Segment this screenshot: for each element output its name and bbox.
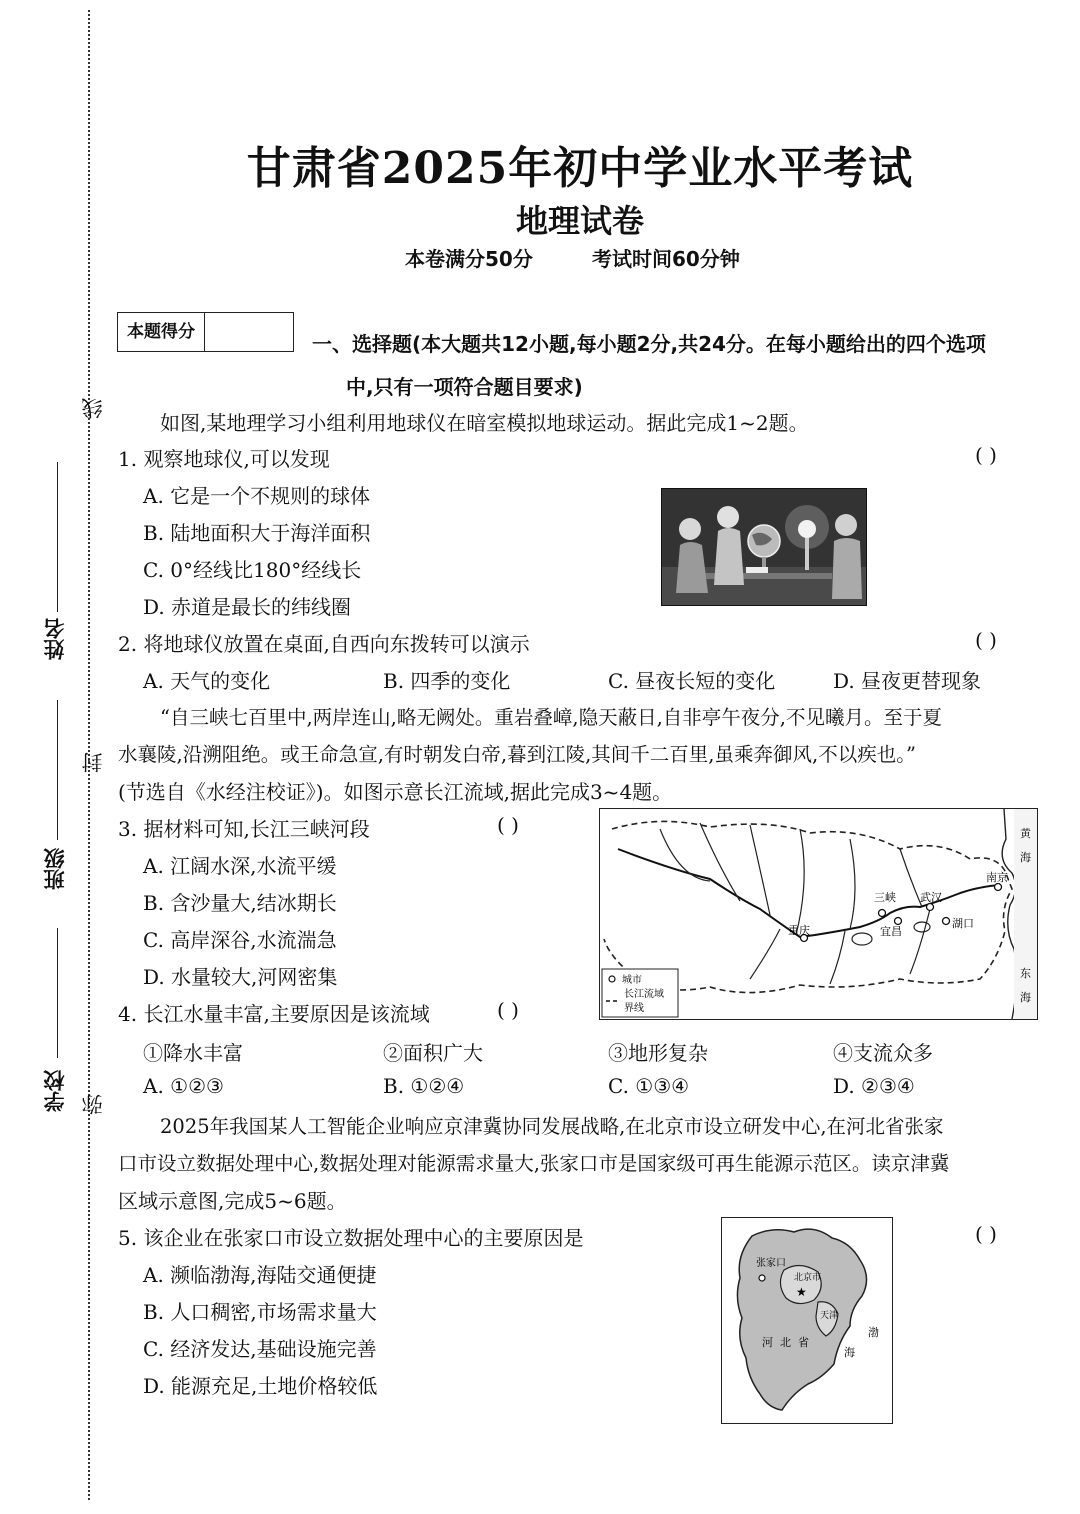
name-label: 姓名 [43,618,67,660]
q1-stem: 1. 观察地球仪,可以发现 [118,447,330,471]
full-score: 本卷满分50分 [405,247,533,271]
map-label-bo: 渤 [868,1327,879,1339]
q4-stem: 4. 长江水量丰富,主要原因是该流域 [118,1002,430,1026]
class-label: 班级 [43,848,67,890]
group3-passage-line2: 口市设立数据处理中心,数据处理对能源需求量大,张家口市是国家级可再生能源示范区。读京津冀 [118,1152,950,1175]
q4-answer-paren[interactable]: ( ) [497,998,519,1022]
map-label-tianjin: 天津 [820,1310,839,1320]
q3-option-c[interactable]: C. 高岸深谷,水流湍急 [143,928,337,952]
school-label: 学校 [43,1070,67,1112]
q2-option-a[interactable]: A. 天气的变化 [143,669,271,693]
map-label-sheng: 省 [798,1337,809,1349]
q2-option-d[interactable]: D. 昼夜更替现象 [833,669,982,693]
q4-option-a[interactable]: A. ①②③ [143,1074,224,1098]
q4-item-2: ②面积广大 [383,1041,483,1065]
q3-option-d[interactable]: D. 水量较大,河网密集 [143,965,338,989]
class-blank-line[interactable] [57,700,58,840]
map-sea-huang-hai: 海 [1020,852,1031,864]
map-city-hukou: 湖口 [952,918,974,930]
score-box-field[interactable] [206,313,293,351]
margin-char-xian: 线 [81,398,105,419]
map-star-icon: ★ [796,1285,807,1299]
group3-passage-line1: 2025年我国某人工智能企业响应京津冀协同发展战略,在北京市设立研发中心,在河北省张家 [160,1115,944,1138]
map-label-hai: 海 [844,1347,855,1359]
q5-option-c[interactable]: C. 经济发达,基础设施完善 [143,1337,377,1361]
map-legend-city: 城市 [622,975,642,986]
q1-answer-paren[interactable]: ( ) [975,443,997,467]
q2-option-c[interactable]: C. 昼夜长短的变化 [608,669,776,693]
q2-option-b[interactable]: B. 四季的变化 [383,669,511,693]
q4-option-d[interactable]: D. ②③④ [833,1074,915,1098]
section1-heading-line2: 中,只有一项符合题目要求) [346,375,583,399]
exam-time: 考试时间60分钟 [592,247,740,271]
name-blank-line[interactable] [57,462,58,612]
q2-answer-paren[interactable]: ( ) [975,628,997,652]
margin-char-feng: 封 [81,752,105,773]
map-city-nanjing: 南京 [986,872,1008,884]
yangtze-basin-map [599,808,1038,1020]
map-sea-huang: 黄 [1020,828,1031,840]
map-label-bei: 北 [780,1337,791,1349]
group1-intro: 如图,某地理学习小组利用地球仪在暗室模拟地球运动。据此完成1~2题。 [160,411,809,435]
score-box [117,312,294,352]
globe-experiment-illustration [661,488,867,606]
q1-option-c[interactable]: C. 0°经线比180°经线长 [143,558,362,582]
q5-option-a[interactable]: A. 濒临渤海,海陆交通便捷 [143,1263,377,1287]
group2-passage-line1: “自三峡七百里中,两岸连山,略无阙处。重岩叠嶂,隐天蔽日,自非亭午夜分,不见曦月。至于夏 [160,706,942,729]
q3-option-b[interactable]: B. 含沙量大,结冰期长 [143,891,337,915]
q4-item-1: ①降水丰富 [143,1041,243,1065]
map-city-sanxia: 三峡 [874,892,896,904]
map-legend-boundary-1: 长江流域 [624,989,664,1000]
margin-char-mi: 弥 [81,1094,105,1115]
map-city-wuhan: 武汉 [920,892,942,904]
map-label-beijing: 北京市 [794,1272,822,1282]
jingjinji-region-map [721,1217,893,1424]
score-box-label: 本题得分 [118,313,205,351]
q5-option-d[interactable]: D. 能源充足,土地价格较低 [143,1374,378,1398]
q5-answer-paren[interactable]: ( ) [975,1222,997,1246]
section1-heading-line1: 一、选择题(本大题共12小题,每小题2分,共24分。在每小题给出的四个选项 [312,332,986,356]
group2-passage-line2: 水襄陵,沿溯阻绝。或王命急宣,有时朝发白帝,暮到江陵,其间千二百里,虽乘奔御风,不以疾也。” [118,743,916,766]
q1-option-a[interactable]: A. 它是一个不规则的球体 [143,484,371,508]
q5-option-b[interactable]: B. 人口稠密,市场需求量大 [143,1300,377,1324]
map-city-chongqing: 重庆 [788,925,810,937]
q4-option-c[interactable]: C. ①③④ [608,1074,690,1098]
q1-option-d[interactable]: D. 赤道是最长的纬线圈 [143,595,352,619]
map-label-zhangjiakou: 张家口 [756,1258,786,1269]
map-city-yichang: 宜昌 [880,926,902,938]
map-sea-dong: 东 [1020,968,1031,980]
q1-option-b[interactable]: B. 陆地面积大于海洋面积 [143,521,371,545]
q3-answer-paren[interactable]: ( ) [497,813,519,837]
school-blank-line[interactable] [57,928,58,1058]
q2-stem: 2. 将地球仪放置在桌面,自西向东拨转可以演示 [118,632,530,656]
exam-title: 甘肃省2025年初中学业水平考试 [246,143,914,194]
exam-subtitle: 地理试卷 [515,202,644,240]
group2-passage-line3: (节选自《水经注校证》)。如图示意长江流域,据此完成3~4题。 [118,780,673,804]
map-legend-boundary-2: 界线 [624,1003,644,1014]
group3-passage-line3: 区域示意图,完成5~6题。 [118,1189,347,1213]
q4-option-b[interactable]: B. ①②④ [383,1074,465,1098]
map-label-he: 河 [762,1337,773,1349]
q5-stem: 5. 该企业在张家口市设立数据处理中心的主要原因是 [118,1226,584,1250]
q4-item-4: ④支流众多 [833,1041,933,1065]
q3-option-a[interactable]: A. 江阔水深,水流平缓 [143,854,337,878]
q3-stem: 3. 据材料可知,长江三峡河段 [118,817,370,841]
map-sea-dong-hai: 海 [1020,992,1031,1004]
q4-item-3: ③地形复杂 [608,1041,708,1065]
